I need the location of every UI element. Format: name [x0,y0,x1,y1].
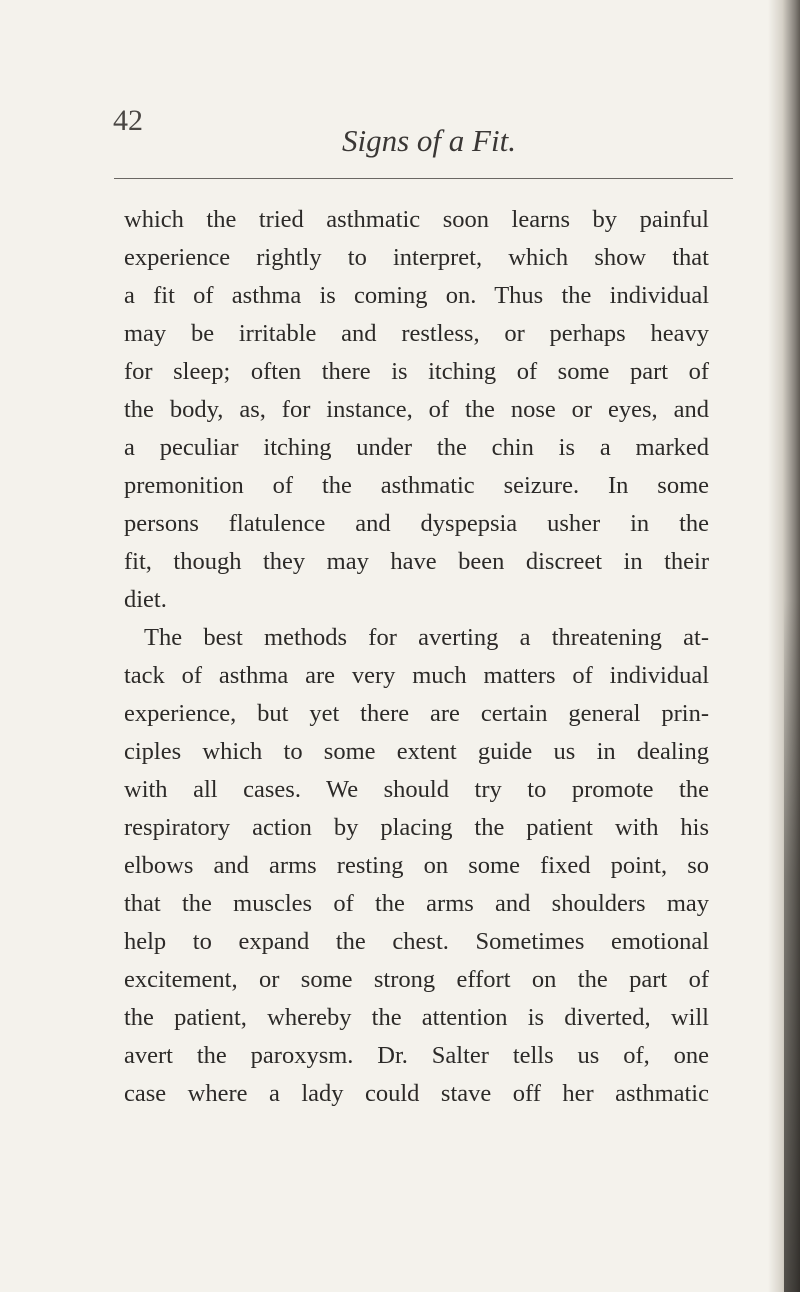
text-line: help to expand the chest. Sometimes emotional [124,928,709,955]
text-line: persons flatulence and dyspepsia usher in the [124,510,709,537]
text-line: fit, though they may have been discreet in their [124,548,709,575]
text-line: excitement, or some strong effort on the part of [124,966,709,993]
text-line: avert the paroxysm. Dr. Salter tells us of, one [124,1042,709,1069]
text-line: elbows and arms resting on some fixed point, so [124,852,709,879]
text-line: a peculiar itching under the chin is a marked [124,434,709,461]
text-line: diet. [124,586,167,613]
text-line: ciples which to some extent guide us in dealing [124,738,709,765]
text-line: respiratory action by placing the patient with his [124,814,709,841]
text-line: with all cases. We should try to promote the [124,776,709,803]
text-line: premonition of the asthmatic seizure. In some [124,472,709,499]
text-line: case where a lady could stave off her asthmatic [124,1080,709,1107]
body-text [124,201,709,1113]
text-line: the patient, whereby the attention is diverted, will [124,1004,709,1031]
scan-edge-shadow [784,600,800,1292]
text-line: for sleep; often there is itching of some part of [124,358,709,385]
text-line: The best methods for averting a threatening at- [144,624,709,651]
page-number: 42 [113,104,143,137]
running-head: Signs of a Fit. [342,123,516,158]
text-line: which the tried asthmatic soon learns by painful [124,206,709,233]
header-rule [114,178,733,179]
text-line: may be irritable and restless, or perhaps heavy [124,320,709,347]
text-line: a fit of asthma is coming on. Thus the individual [124,282,709,309]
text-line: the body, as, for instance, of the nose or eyes, and [124,396,709,423]
text-line: experience rightly to interpret, which show that [124,244,709,271]
text-line: tack of asthma are very much matters of individual [124,662,709,689]
text-line: experience, but yet there are certain general prin- [124,700,709,727]
text-line: that the muscles of the arms and shoulders may [124,890,709,917]
